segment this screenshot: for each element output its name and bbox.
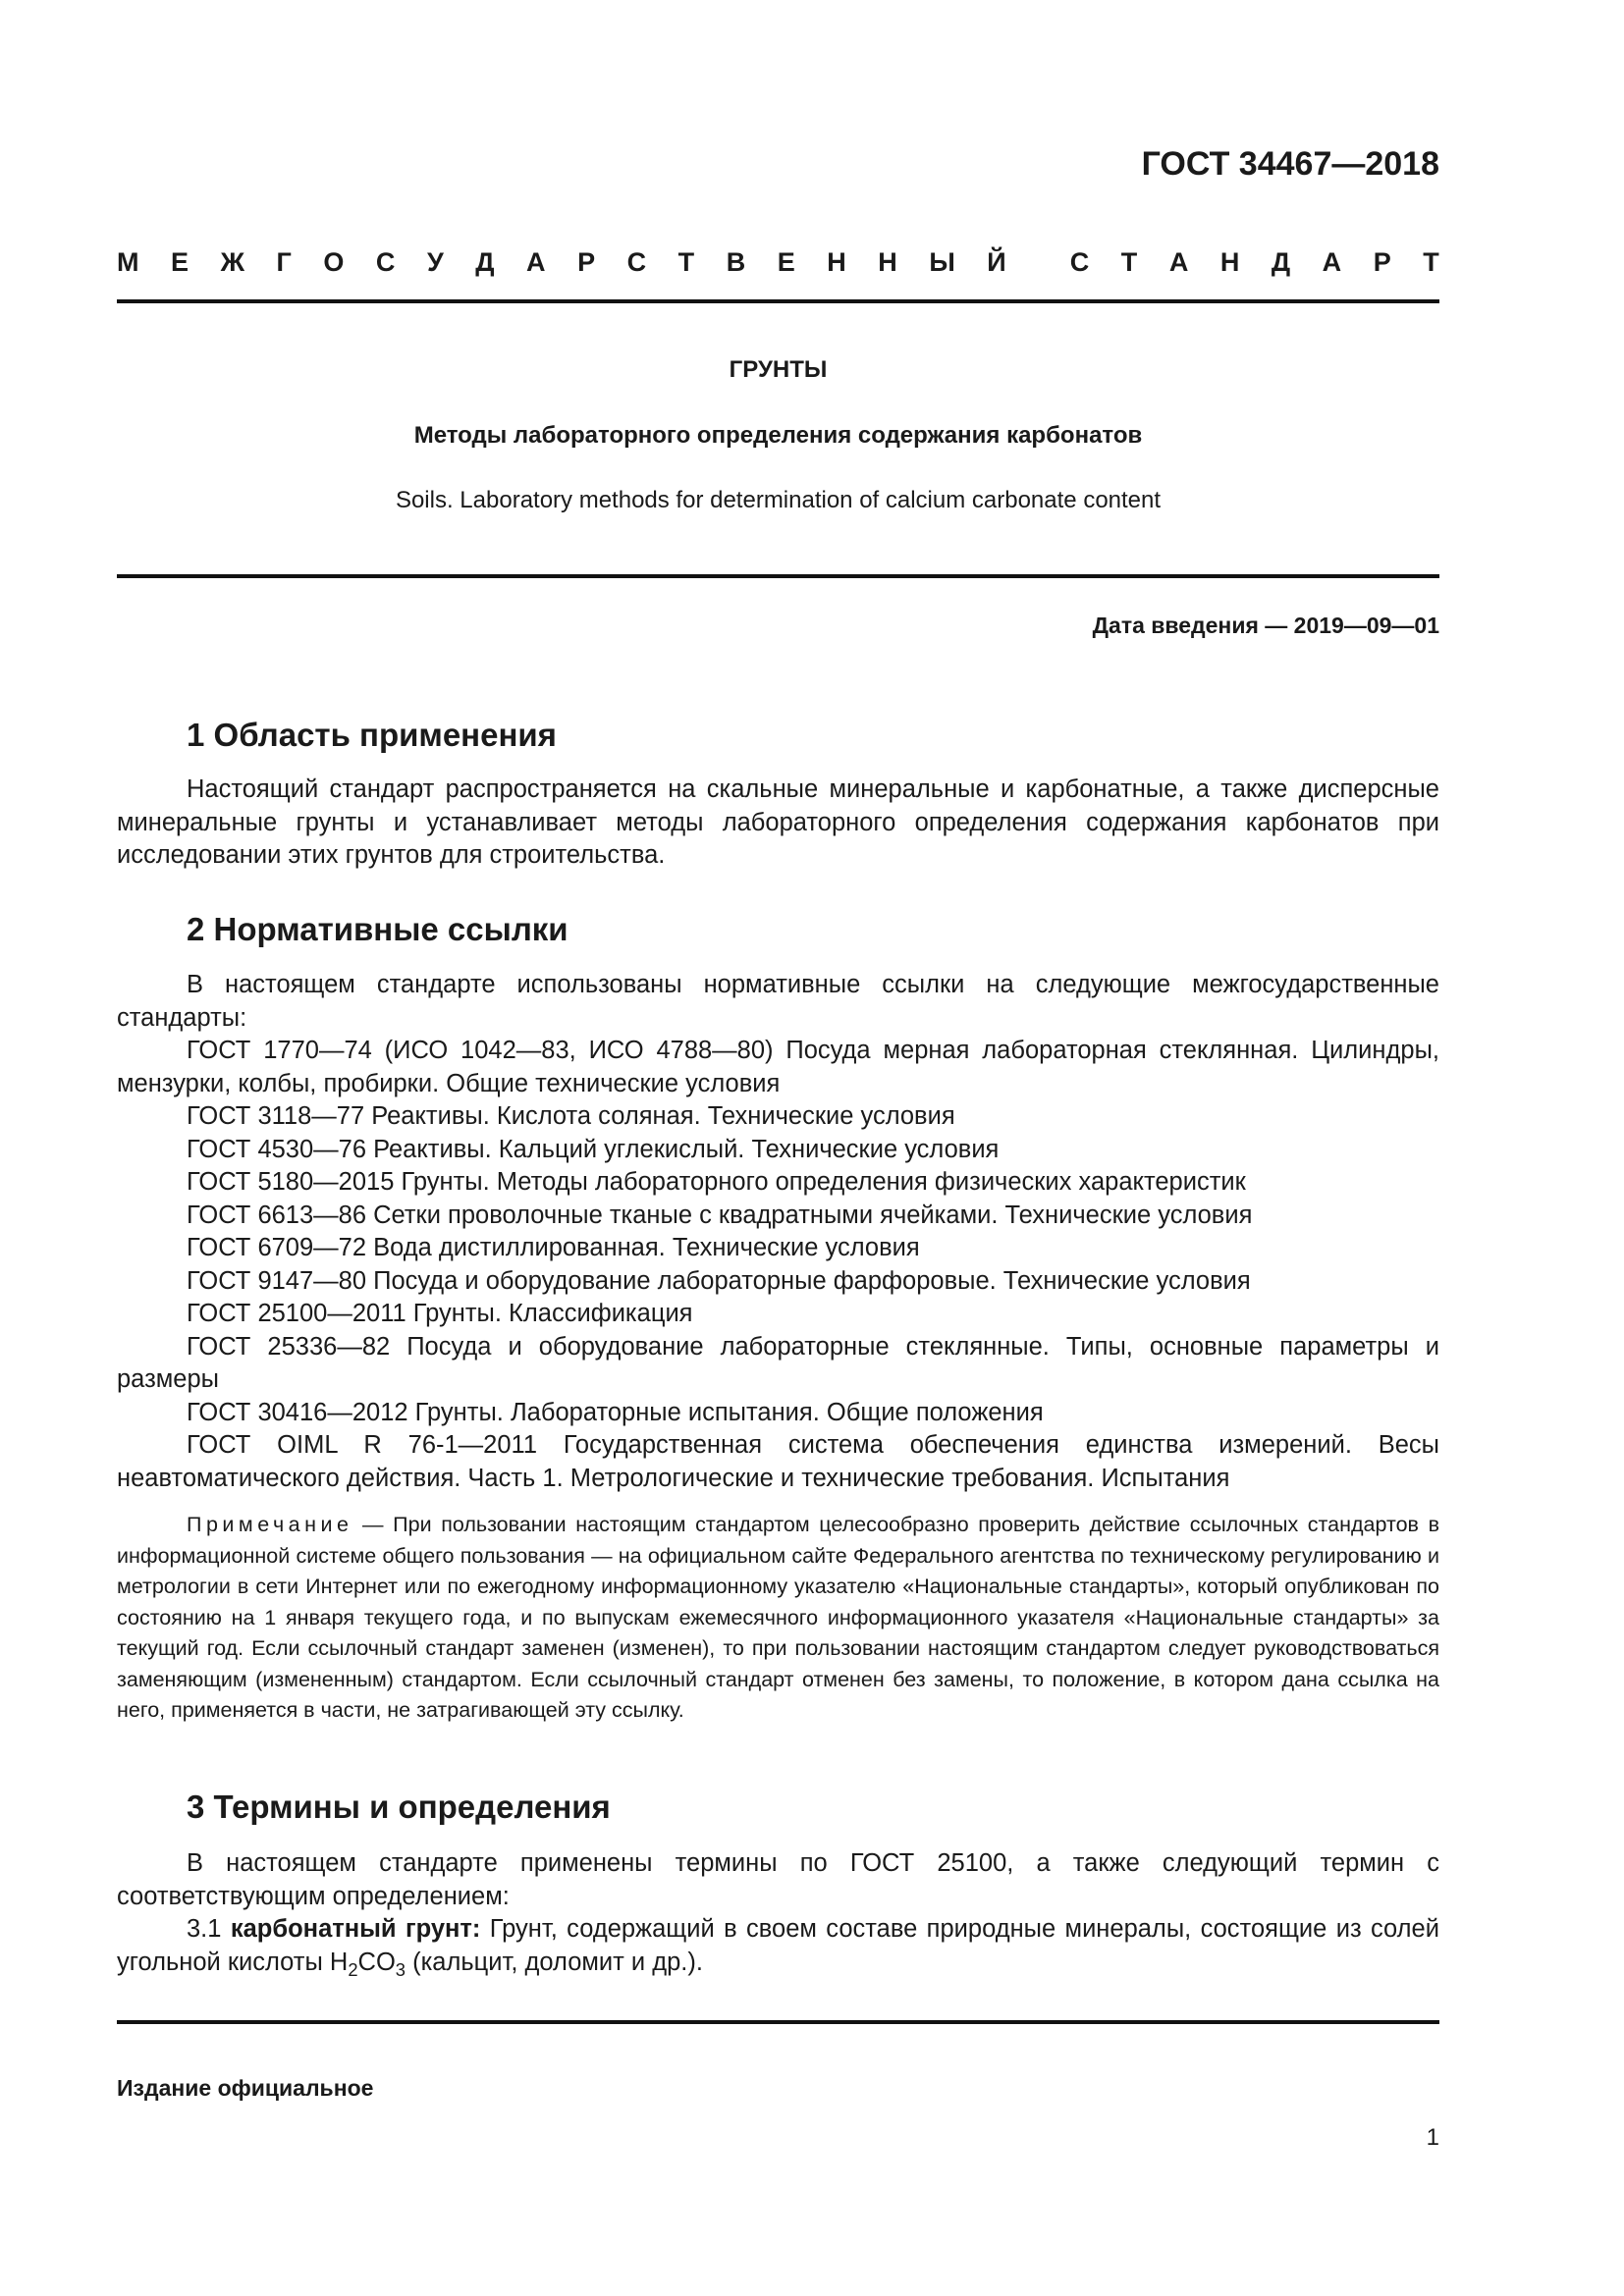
note-label: Примечание — [187, 1513, 353, 1536]
section-1-paragraph: Настоящий стандарт распространяется на скальные минеральные и карбонатные, а также дисперсные минеральные грунты и устанавливает методы лабораторного определения содержания карбонатов при исследовании этих грунтов для строительства. — [117, 775, 1439, 869]
section-2-intro: В настоящем стандарте использованы нормативные ссылки на следующие межгосударственные стандарты: — [117, 971, 1439, 1032]
document-title: ГРУНТЫ — [729, 356, 828, 383]
title-rule — [117, 574, 1439, 578]
section-3-body — [117, 1847, 1439, 1979]
section-2-body — [117, 969, 1439, 1495]
term-definition-text: Грунт, содержащий в своем составе природные минералы, состоящие из солей угольной кислоты H — [117, 1915, 1439, 1976]
reference-item: ГОСТ 9147—80 Посуда и оборудование лабораторные фарфоровые. Технические условия — [187, 1266, 1251, 1295]
section-1-body — [117, 774, 1439, 873]
document-code: ГОСТ 34467—2018 — [1141, 145, 1439, 183]
footer-rule — [117, 2020, 1439, 2024]
term-definition — [117, 1913, 1439, 1979]
formula-subscript: 2 — [348, 1958, 358, 1980]
top-rule — [117, 299, 1439, 303]
formula-subscript: 3 — [395, 1958, 406, 1980]
reference-item: ГОСТ 25100—2011 Грунты. Классификация — [187, 1300, 693, 1327]
standard-type-heading: М Е Ж Г О С У Д А Р С Т В Е Н Н Ы Й С Т А Н Д А Р Т — [117, 247, 1439, 277]
reference-item: ГОСТ 30416—2012 Грунты. Лабораторные испытания. Общие положения — [187, 1398, 1044, 1426]
term-definition-tail: (кальцит, доломит и др.). — [406, 1948, 703, 1976]
reference-item: ГОСТ 1770—74 (ИСО 1042—83, ИСО 4788—80) Посуда мерная лабораторная стеклянная. Цилиндры, мензурки, колбы, пробирки. Общие технические условия — [117, 1037, 1439, 1097]
edition-label: Издание официальное — [117, 2075, 374, 2101]
document-subtitle-english: Soils. Laboratory methods for determination of calcium carbonate content — [395, 487, 1162, 513]
reference-item: ГОСТ OIML R 76-1—2011 Государственная система обеспечения единства измерений. Весы неавтоматического действия. Часть 1. Метрологические и технические требования. Испытания — [117, 1431, 1439, 1492]
reference-item: ГОСТ 4530—76 Реактивы. Кальций углекислый. Технические условия — [187, 1135, 1000, 1163]
reference-item: ГОСТ 3118—77 Реактивы. Кислота соляная. Технические условия — [187, 1102, 955, 1130]
reference-item: ГОСТ 6709—72 Вода дистиллированная. Технические условия — [187, 1234, 920, 1261]
formula-text: CO — [357, 1948, 396, 1976]
note-text: — При пользовании настоящим стандартом целесообразно проверить действие ссылочных стандартов в информационной системе общего пользования — на официальном сайте Федерального агентства по техническому регулированию и метрологии в сети Интернет или по ежегодному информационному указателю «Национальные стандарты», который опубликован по состоянию на 1 января текущего года, и по выпускам ежемесячного информационного указателя «Национальные стандарты» за текущий год. Если ссылочный стандарт заменен (изменен), то при пользовании настоящим стандартом следует руководствоваться заменяющим (измененным) стандартом. Если ссылочный стандарт отменен без замены, то положение, в котором дана ссылка на него, применяется в части, не затрагивающей эту ссылку. — [117, 1513, 1439, 1722]
section-1-heading: 1 Область применения — [187, 717, 557, 753]
term-name: карбонатный грунт: — [230, 1915, 481, 1943]
reference-item: ГОСТ 6613—86 Сетки проволочные тканые с квадратными ячейками. Технические условия — [187, 1201, 1253, 1229]
reference-item: ГОСТ 25336—82 Посуда и оборудование лабораторные стеклянные. Типы, основные параметры и размеры — [117, 1332, 1439, 1393]
section-3-intro: В настоящем стандарте применены термины по ГОСТ 25100, а также следующий термин с соответствующим определением: — [117, 1849, 1439, 1910]
page-number: 1 — [1426, 2124, 1439, 2151]
reference-item: ГОСТ 5180—2015 Грунты. Методы лабораторного определения физических характеристик — [187, 1168, 1246, 1196]
section-2-heading: 2 Нормативные ссылки — [187, 911, 568, 947]
introduction-date: Дата введения — 2019—09—01 — [1092, 613, 1439, 638]
term-number: 3.1 — [187, 1915, 231, 1943]
document-subtitle: Методы лабораторного определения содержания карбонатов — [413, 422, 1143, 449]
section-2-note — [117, 1510, 1439, 1727]
section-3-heading: 3 Термины и определения — [187, 1789, 611, 1825]
